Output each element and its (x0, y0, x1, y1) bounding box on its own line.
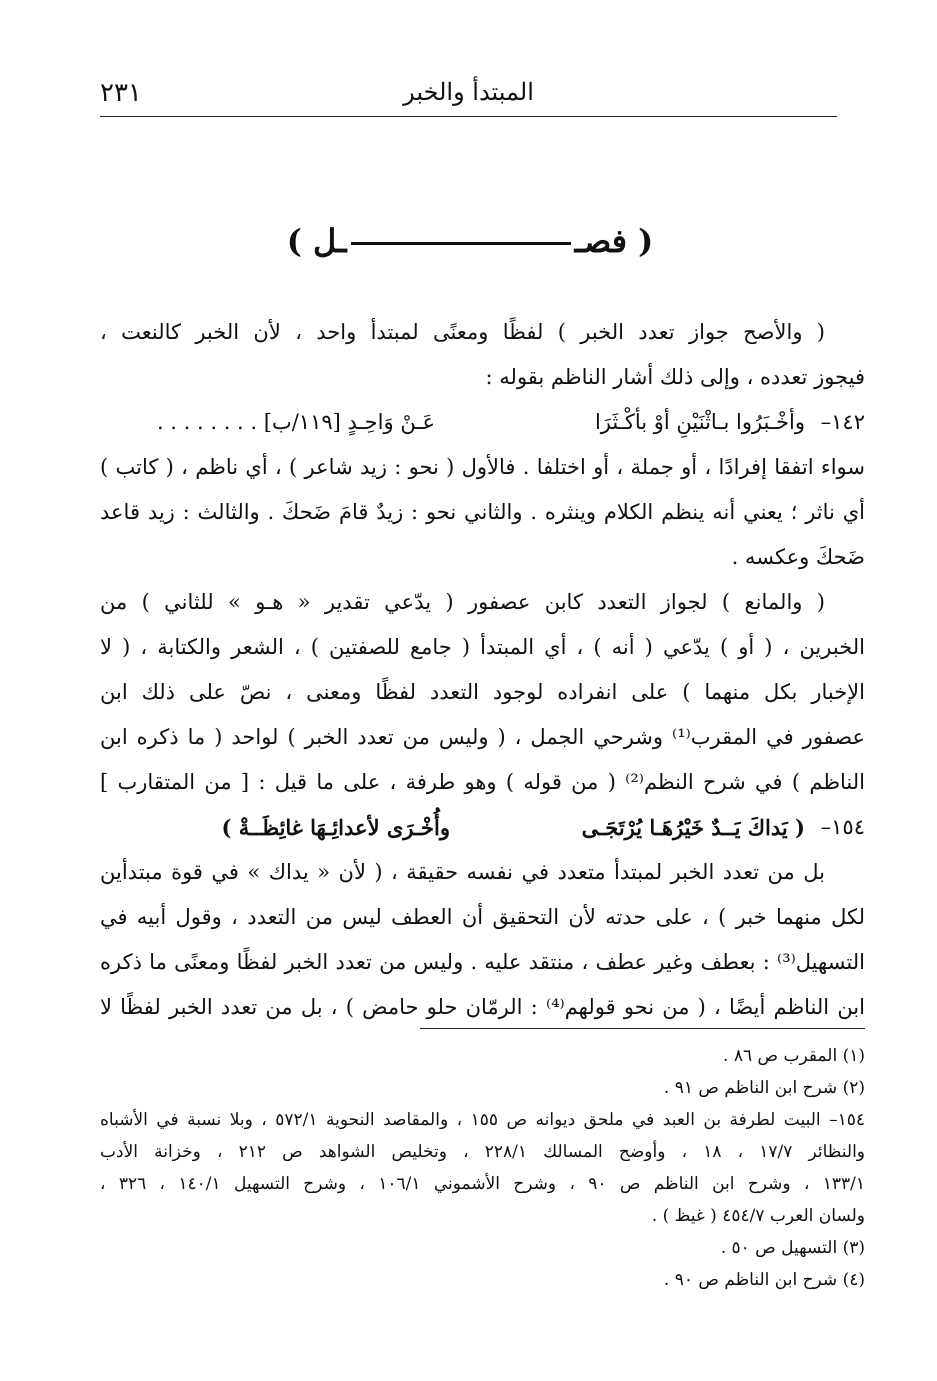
body-line: ( والمانع ) لجواز التعدد كابن عصفور ( يدّعي تقدير « هـو » للثاني ) من (100, 590, 825, 614)
section-heading (260, 222, 680, 272)
body-line: سواء اتفقا إفرادًا ، أو جملة ، أو اختلفا . فالأول ( نحو : زيد شاعر ) ، أي ناظم ، ( كاتب ) (100, 455, 865, 479)
body-line: ( والأصح جواز تعدد الخبر ) لفظًا ومعنًى لمبتدأ واحد ، لأن الخبر كالنعت ، (100, 320, 825, 344)
body-line: ابن الناظم أيضًا ، ( من نحو قولهم⁽⁴⁾ : الرمّان حلو حامض ) ، بل من تعدد الخبر لفظًا لا (100, 995, 865, 1019)
heading-word-start: فصـ (574, 222, 628, 260)
page-number: ٢٣١ (100, 78, 142, 108)
footnote-4: (٤) شرح ابن الناظم ص ٩٠ . (663, 1270, 865, 1290)
running-header (100, 70, 837, 117)
heading-close-paren: ) (286, 222, 302, 260)
body-line: فيجوز تعدده ، وإلى ذلك أشار الناظم بقوله : (485, 365, 865, 389)
verse-hemistich-2: عَـنْ وَاحِـدٍ [١١٩/ب] . . . . . . . . (156, 410, 435, 434)
verse-142 (100, 400, 865, 445)
body-line: ضَحكَ وعكسه . (731, 545, 865, 569)
body-line: عصفور في المقرب⁽¹⁾ وشرحي الجمل ، ( وليس من تعدد الخبر ) لواحد ( ما ذكره ابن (100, 725, 865, 749)
footnote-154-cont: ١٣٣/١ ، وشرح ابن الناظم ص ٩٠ ، وشرح الأشموني ١٠٦/١ ، وشرح التسهيل ١٤٠/١ ، ٣٢٦ ، (100, 1174, 865, 1194)
footnote-154: ١٥٤– البيت لطرفة بن العبد في ملحق ديوانه ص ١٥٥ ، والمقاصد النحوية ٥٧٢/١ ، وبلا نسبة في الأشباه (100, 1110, 865, 1130)
footnote-1: (١) المقرب ص ٨٦ . (723, 1046, 865, 1066)
verse-154 (100, 805, 865, 850)
running-title: المبتدأ والخبر (403, 78, 534, 106)
footnotes (100, 1040, 865, 1296)
heading-open-paren: ( (638, 222, 654, 260)
body-line: بل من تعدد الخبر لمبتدأ متعدد في نفسه حقيقة ، ( لأن « يداك » في قوة مبتدأين (100, 860, 825, 884)
body-line: لكل منهما خبر ) ، على حدته لأن التحقيق أن العطف ليس من التعدد ، وقول أبيه في (100, 905, 865, 929)
body-text (100, 310, 865, 1030)
footnote-2: (٢) شرح ابن الناظم ص ٩١ . (663, 1078, 865, 1098)
footnote-separator (420, 1028, 865, 1029)
verse-hemistich-2: وأُخْـرَى لأعدائِـهَا غائِظَــةْ ) (221, 815, 450, 840)
footnote-154-cont: والنظائر ١٧/٧ ، ١٨ ، وأوضح المسالك ٢٢٨/١ ، وتخليص الشواهد ص ٢١٢ ، وخزانة الأدب (100, 1142, 865, 1162)
heading-word-end: ـل (312, 222, 347, 260)
footnote-3: (٣) التسهيل ص ٥٠ . (720, 1238, 865, 1258)
body-line: الناظم ) في شرح النظم⁽²⁾ ( من قوله ) وهو طرفة ، على ما قيل : [ من المتقارب ] (100, 770, 865, 794)
verse-number: ١٤٢– (820, 410, 865, 434)
footnote-154-end: ولسان العرب ٤٥٤/٧ ( غيظ ) . (651, 1206, 865, 1226)
verse-number: ١٥٤– (820, 815, 865, 839)
verse-hemistich-1: وأخْـبَرُوا بـاثْنَيْنِ أوْ بأكْـثَرَا (594, 410, 805, 434)
body-line: الإخبار بكل منهما ) على انفراده لوجود التعدد لفظًا ومعنى ، نصّ على ذلك ابن (100, 680, 865, 704)
body-line: التسهيل⁽³⁾ : بعطف وغير عطف ، منتقد عليه . وليس من تعدد الخبر لفظًا ومعنًى ما ذكره (100, 950, 865, 974)
body-line: الخبرين ، ( أو ) يدّعي ( أنه ) ، أي المبتدأ ( جامع للصفتين ) ، الشعر والكتابة ، ( لا (100, 635, 865, 659)
verse-hemistich-1: ( يَداكَ يَــدٌ خَيْرُهَـا يُرْتَجَـى (581, 815, 805, 840)
heading-kashida-rule (351, 242, 571, 245)
body-line: أي ناثر ؛ يعني أنه ينظم الكلام وينثره . والثاني نحو : زيدٌ قامَ ضَحكَ . والثالث : زيد قاعد (100, 500, 865, 524)
